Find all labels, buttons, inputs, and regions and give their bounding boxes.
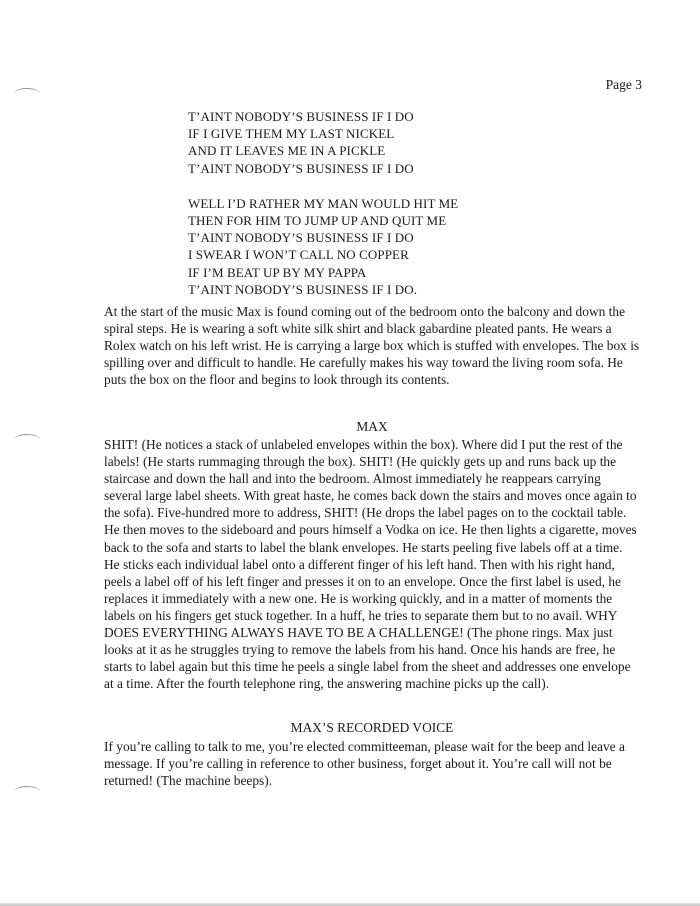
max-dialogue: SHIT! (He notices a stack of unlabeled envelopes within the box). Where did I put the rest of the labels! (He starts rummaging through the box). SHIT! (He quickly gets up and runs back up the staircase and down the hall and into the bedroom. Almost immediately he reappears carrying several large label sheets. With great haste, he comes back down the stairs and moves once again to the sofa). Five-hundred more to address, SHIT! (He drops the label pages on to the cocktail table. He then moves to the sideboard and pours himself a Vodka on ice. He then lights a cigarette, moves back to the sofa and starts to label the blank envelopes. He starts peeling five labels off at a time. He sticks each individual label onto a different finger of his left hand. Then with his right hand, peels a label off of his left finger and presses it on to an envelope. Once the first label is used, he replaces it immediately with a new one. He is working quickly, and in a matter of moments the labels on his fingers get stuck together. In a huff, he tries to separate them but to no avail. WHY DOES EVERYTHING ALWAYS HAVE TO BE A CHALLENGE! (The phone rings. Max just looks at it as he struggles trying to remove the labels from his hand. Once his hands are free, he starts to label again but this time he peels a single label from the sheet and addresses one envelope at a time. After the fourth telephone ring, the answering machine picks up the call).	[104, 437, 637, 692]
lyric-line: T’AINT NOBODY’S BUSINESS IF I DO	[188, 160, 414, 176]
lyric-line: AND IT LEAVES ME IN A PICKLE	[188, 143, 386, 159]
lyric-line: THEN FOR HIM TO JUMP UP AND QUIT ME	[188, 213, 447, 229]
lyric-line: WELL I’D RATHER MY MAN WOULD HIT ME	[188, 195, 459, 211]
punch-hole-mark	[14, 434, 40, 445]
lyric-line: T’AINT NOBODY’S BUSINESS IF I DO.	[188, 281, 418, 297]
lyrics-stanza-1	[188, 108, 458, 177]
punch-hole-mark	[14, 88, 40, 99]
speaker-recorded-voice: MAX’S RECORDED VOICE	[290, 720, 454, 735]
lyric-line: IF I’M BEAT UP BY MY PAPPA	[188, 264, 367, 280]
recorded-voice-dialogue: If you’re calling to talk to me, you’re elected committeeman, please wait for the beep and leave a message. If you’re calling in reference to other business, forget about it. You’re call will not be returned! (The machine beeps).	[104, 739, 625, 789]
lyric-line: I SWEAR I WON’T CALL NO COPPER	[188, 247, 409, 263]
lyric-line: T’AINT NOBODY’S BUSINESS IF I DO	[188, 230, 414, 246]
song-lyrics	[188, 108, 458, 316]
punch-hole-mark	[14, 786, 40, 797]
speaker-max: MAX	[356, 419, 388, 434]
lyric-line: IF I GIVE THEM MY LAST NICKEL	[188, 126, 395, 142]
lyrics-stanza-2	[188, 195, 458, 298]
page-number: Page 3	[605, 77, 642, 92]
stage-direction: At the start of the music Max is found coming out of the bedroom onto the balcony and down the spiral steps. He is wearing a soft white silk shirt and black gabardine pleated pants. He wears a Rolex watch on his left wrist. He is carrying a large box which is stuffed with envelopes. The box is spilling over and difficult to handle. He carefully makes his way toward the living room sofa. He puts the box on the floor and begins to look through its contents.	[104, 304, 640, 388]
lyric-line: T’AINT NOBODY’S BUSINESS IF I DO	[188, 109, 414, 124]
